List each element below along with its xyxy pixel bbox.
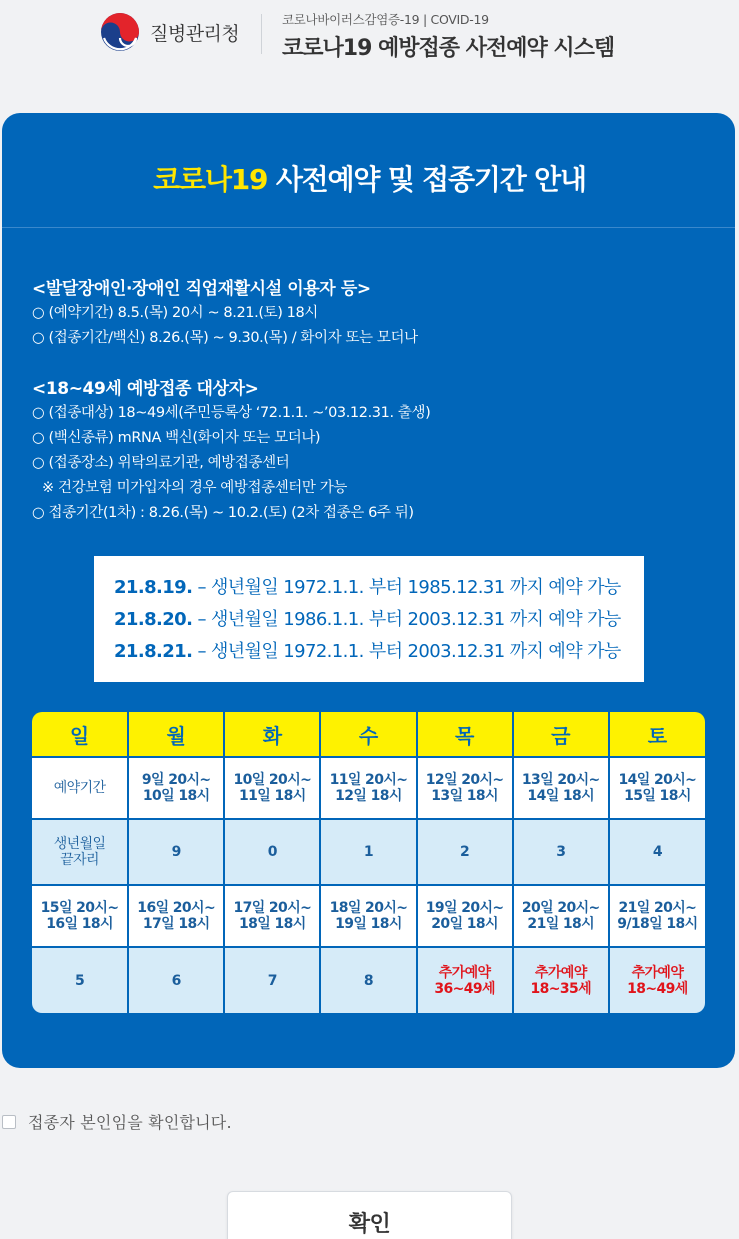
calendar-cell: 3 [513, 819, 609, 885]
schedule-info-box [94, 556, 644, 682]
kdca-logo-icon [100, 12, 140, 52]
info-text: – 생년월일 1972.1.1. 부터 2003.12.31 까지 예약 가능 [192, 641, 621, 662]
calendar-cell: 생년월일 끝자리 [32, 819, 128, 885]
calendar-cell: 4 [609, 819, 705, 885]
info-row [114, 604, 644, 636]
calendar-cell: 7 [224, 947, 320, 1013]
site-header [0, 0, 739, 70]
calendar-cell: 추가예약 18~49세 [609, 947, 705, 1013]
confirm-button[interactable]: 확인 [227, 1191, 512, 1239]
section-line: ○ 접종기간(1차) : 8.26.(목) ~ 10.2.(토) (2차 접종은 6주 뒤) [32, 505, 414, 521]
day-header: 토 [609, 712, 705, 757]
calendar-cell: 추가예약 18~35세 [513, 947, 609, 1013]
section-disabled [32, 274, 418, 351]
section-line: ○ (접종기간/백신) 8.26.(목) ~ 9.30.(목) / 화이자 또는 모더나 [32, 330, 418, 346]
calendar-cell: 추가예약 36~49세 [417, 947, 513, 1013]
day-header: 수 [320, 712, 416, 757]
calendar-cell: 11일 20시~ 12일 18시 [320, 757, 416, 819]
calendar-cell: 16일 20시~ 17일 18시 [128, 885, 224, 947]
info-date: 21.8.20. [114, 609, 193, 630]
calendar-cell: 10일 20시~ 11일 18시 [224, 757, 320, 819]
calendar-cell: 2 [417, 819, 513, 885]
calendar-cell: 9 [128, 819, 224, 885]
section-heading: <발달장애인·장애인 직업재활시설 이용자 등> [32, 279, 371, 299]
calendar-cell: 1 [320, 819, 416, 885]
calendar-cell: 5 [32, 947, 128, 1013]
header-subtitle: 코로나바이러스감염증-19 | COVID-19 [282, 12, 489, 27]
reservation-calendar [32, 712, 705, 1013]
info-text: – 생년월일 1972.1.1. 부터 1985.12.31 까지 예약 가능 [192, 577, 621, 598]
calendar-cell: 21일 20시~ 9/18일 18시 [609, 885, 705, 947]
info-text: – 생년월일 1986.1.1. 부터 2003.12.31 까지 예약 가능 [192, 609, 621, 630]
calendar-cell: 예약기간 [32, 757, 128, 819]
panel-divider [2, 227, 735, 228]
calendar-cell: 0 [224, 819, 320, 885]
confirm-checkbox-wrap[interactable] [2, 1110, 232, 1133]
calendar-row [32, 947, 705, 1013]
calendar-cell: 19일 20시~ 20일 18시 [417, 885, 513, 947]
info-row [114, 636, 644, 668]
calendar-cell: 9일 20시~ 10일 18시 [128, 757, 224, 819]
calendar-row [32, 757, 705, 819]
day-header: 일 [32, 712, 128, 757]
page-title: 코로나19 예방접종 사전예약 시스템 [282, 36, 615, 61]
calendar-cell: 14일 20시~ 15일 18시 [609, 757, 705, 819]
confirm-checkbox[interactable] [2, 1115, 16, 1129]
info-date: 21.8.19. [114, 577, 193, 598]
section-line: ○ (접종대상) 18~49세(주민등록상 ‘72.1.1. ~’03.12.31. 출생) [32, 405, 431, 421]
header-divider [261, 14, 262, 54]
section-note: ※ 건강보험 미가입자의 경우 예방접종센터만 가능 [42, 480, 347, 496]
calendar-cell: 12일 20시~ 13일 18시 [417, 757, 513, 819]
section-line: ○ (접종장소) 위탁의료기관, 예방접종센터 [32, 455, 290, 471]
calendar-cell: 6 [128, 947, 224, 1013]
panel-title [0, 158, 739, 198]
calendar-cell: 20일 20시~ 21일 18시 [513, 885, 609, 947]
confirm-checkbox-label[interactable]: 접종자 본인임을 확인합니다. [28, 1113, 232, 1132]
calendar-header-row [32, 712, 705, 757]
calendar-cell: 18일 20시~ 19일 18시 [320, 885, 416, 947]
calendar-cell: 15일 20시~ 16일 18시 [32, 885, 128, 947]
calendar-cell: 17일 20시~ 18일 18시 [224, 885, 320, 947]
panel-title-rest: 사전예약 및 접종기간 안내 [267, 163, 586, 196]
calendar-row [32, 885, 705, 947]
calendar-cell: 8 [320, 947, 416, 1013]
panel-title-highlight: 코로나19 [153, 163, 268, 196]
org-name: 질병관리청 [150, 23, 240, 45]
day-header: 화 [224, 712, 320, 757]
day-header: 금 [513, 712, 609, 757]
section-line: ○ (예약기간) 8.5.(목) 20시 ~ 8.21.(토) 18시 [32, 305, 318, 321]
section-18-49 [32, 374, 430, 526]
calendar-cell: 13일 20시~ 14일 18시 [513, 757, 609, 819]
info-date: 21.8.21. [114, 641, 193, 662]
day-header: 월 [128, 712, 224, 757]
day-header: 목 [417, 712, 513, 757]
section-heading: <18~49세 예방접종 대상자> [32, 379, 259, 399]
calendar-row [32, 819, 705, 885]
section-line: ○ (백신종류) mRNA 백신(화이자 또는 모더나) [32, 430, 321, 446]
info-row [114, 572, 644, 604]
